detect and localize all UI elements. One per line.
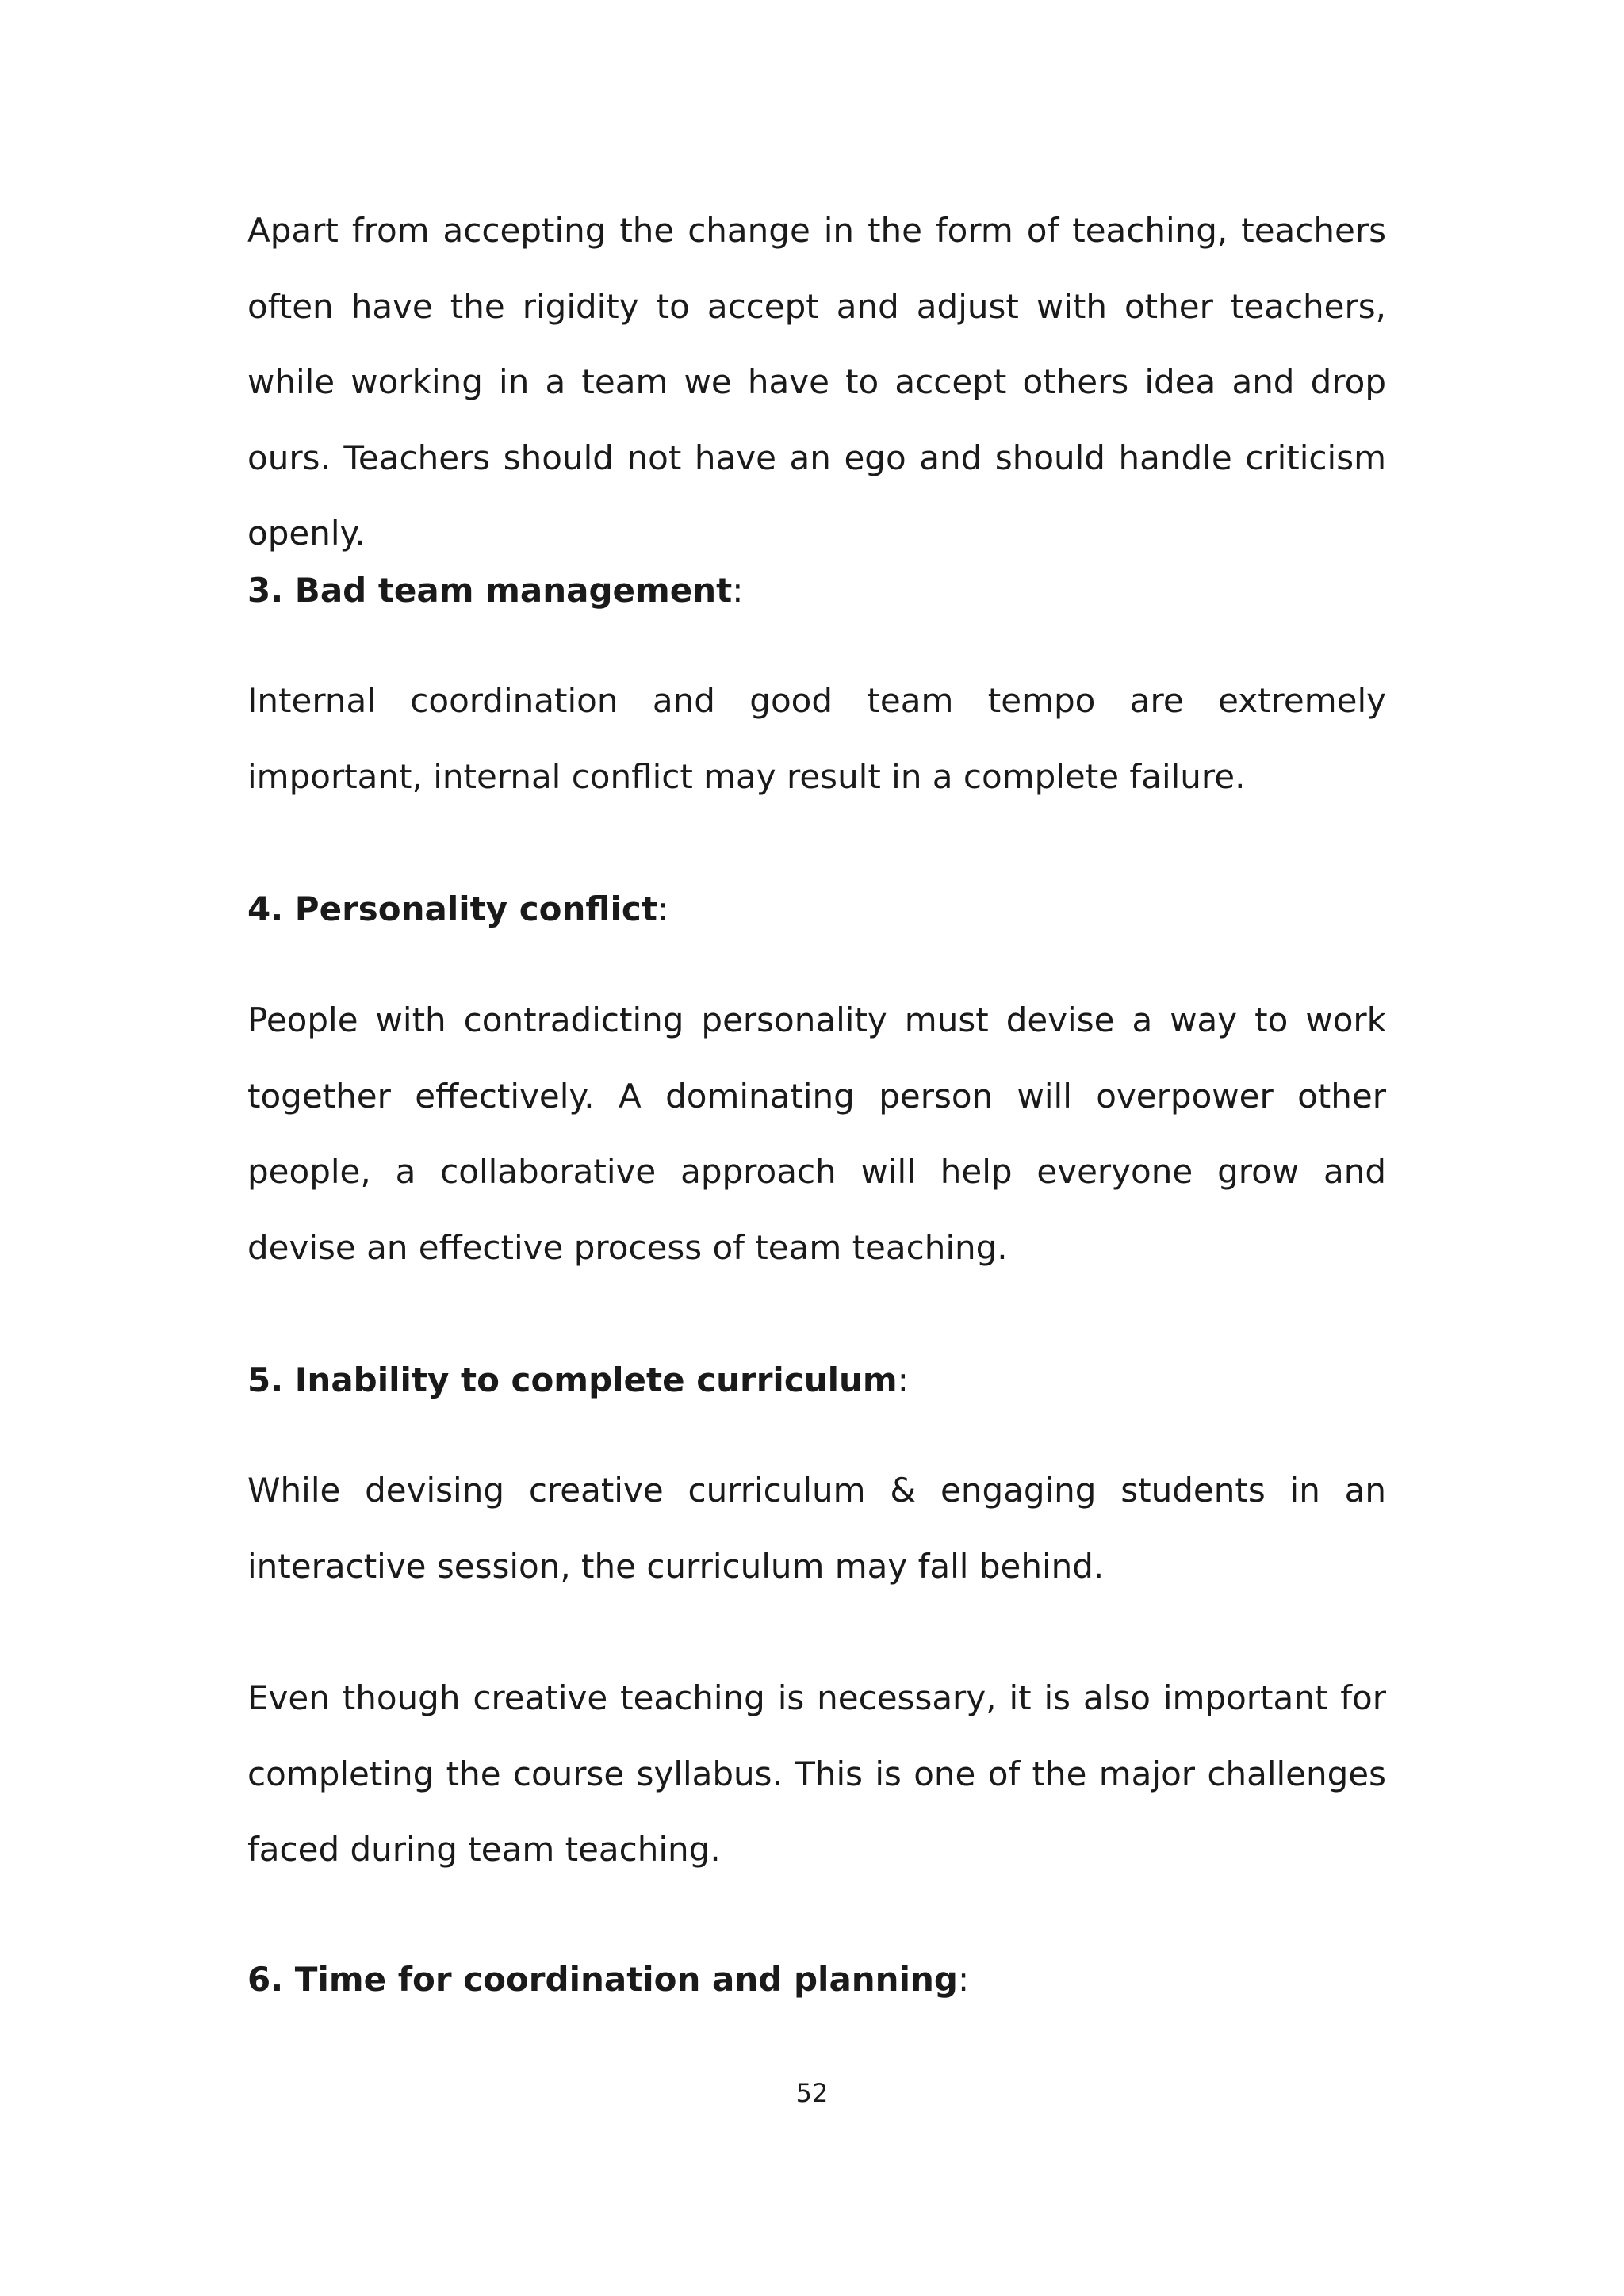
intro-paragraph: Apart from accepting the change in the form of teaching, teachers often have the rigidity to accept and adjust with other teachers, while working in a team we have to accept others idea and drop ours. Teachers should not have an ego and should handle criticism openly.: [247, 211, 1386, 553]
heading-colon: :: [957, 1960, 970, 1999]
section-heading-inability-to-complete-curriculum: [247, 1357, 1386, 1404]
curriculum-paragraph: While devising creative curriculum & engaging students in an interactive session, the curriculum may fall behind.: [247, 1471, 1386, 1586]
section-heading-bad-team-management: [247, 567, 1386, 614]
heading-colon: :: [732, 571, 744, 610]
section-heading-time-for-coordination: [247, 1956, 1386, 2003]
creative-teaching-paragraph: Even though creative teaching is necessary, it is also important for completing the course syllabus. This is one of the major challenges faced during team teaching.: [247, 1678, 1386, 1869]
heading-colon: :: [657, 890, 669, 928]
page-number: 52: [795, 2078, 829, 2108]
heading-colon: :: [897, 1360, 909, 1399]
heading-title: 6. Time for coordination and planning: [247, 1960, 958, 1999]
section-heading-personality-conflict: [247, 886, 1386, 933]
bad-team-management-paragraph: Internal coordination and good team tempo are extremely important, internal conflict may result in a complete failure.: [247, 681, 1386, 796]
heading-title: 5. Inability to complete curriculum: [247, 1360, 898, 1399]
personality-conflict-paragraph: People with contradicting personality must devise a way to work together effectively. A dominating person will overpower other people, a collaborative approach will help everyone grow and devise an effective process of team teaching.: [247, 1001, 1386, 1267]
heading-title: 3. Bad team management: [247, 571, 733, 610]
heading-title: 4. Personality conflict: [247, 890, 657, 928]
